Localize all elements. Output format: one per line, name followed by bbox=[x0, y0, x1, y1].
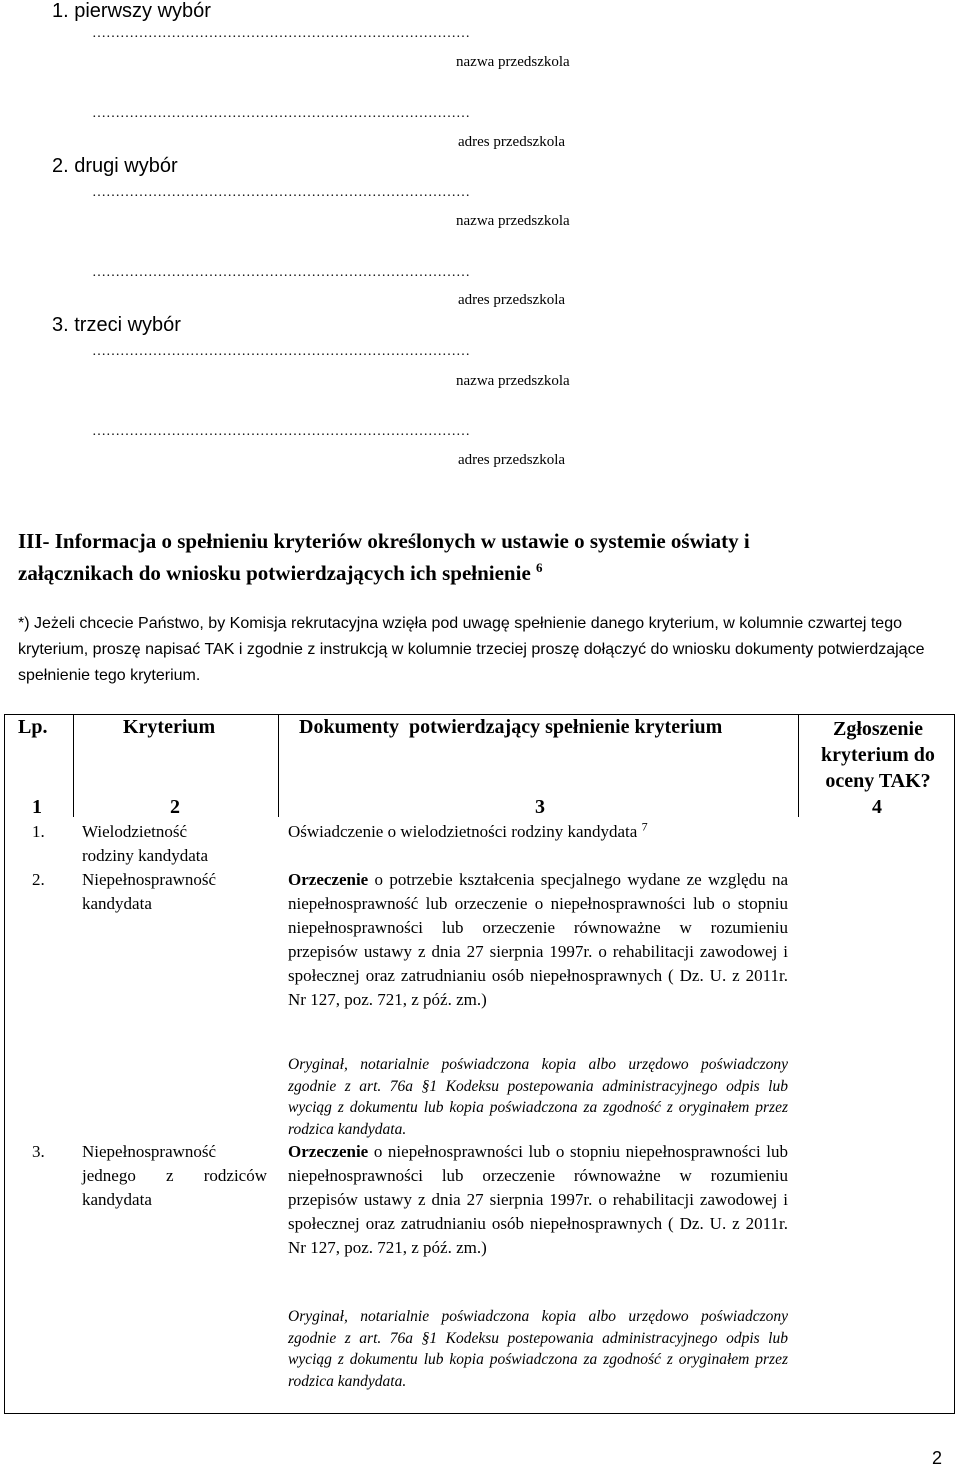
instruction-note: *) Jeżeli chcecie Państwo, by Komisja rekrutacyjna wzięła pod uwagę spełnienie danego kryterium, w kolumnie czwartej tego kryterium, proszę napisać TAK i zgodnie z instrukcją w kolumnie trzeciej proszę dołączyć do wniosku dokumenty potwierdzające spełnienie tego kryterium. bbox=[18, 615, 925, 684]
choice-3-name-caption: nazwa przedszkola bbox=[456, 373, 570, 389]
row-2-lp: 2. bbox=[32, 870, 45, 889]
choice-3-address-dots: ……………………………………………………………………… bbox=[92, 424, 470, 439]
table-divider-1 bbox=[73, 714, 74, 817]
row-1-lp: 1. bbox=[32, 822, 45, 841]
choice-1-label: 1. pierwszy wybór bbox=[52, 0, 211, 22]
col-number-2: 2 bbox=[170, 796, 180, 818]
col-number-1: 1 bbox=[32, 796, 42, 818]
row-2-criterion: Niepełnosprawność kandydata bbox=[82, 870, 217, 913]
col-number-4: 4 bbox=[872, 796, 882, 818]
choice-3-address-caption: adres przedszkola bbox=[458, 452, 566, 468]
row-1-documents: Oświadczenie o wielodzietności rodziny kandydata $^7$ bbox=[288, 819, 648, 841]
choice-1-address-caption: adres przedszkola bbox=[458, 134, 566, 150]
table-divider-3 bbox=[798, 714, 799, 817]
row-2-documents: Orzeczenie o potrzebie kształcenia specjalnego wydane ze względu na niepełnosprawność lub orzeczenie o niepełnosprawności lub o stopniu niepełnosprawności lub orzeczenie równoważne w rozumieniu przepisów ustawy z dnia 27 sierpnia 1997r. o rehabilitacji zawodowej i społecznej oraz zatrudnianiu osób niepełnosprawnych ( Dz. U. z 2011r. Nr 127, poz. 721, z póź. zm.) bbox=[288, 870, 788, 1009]
section-heading-line-1: III- Informacja o spełnieniu kryteriów określonych w ustawie o systemie oświaty i bbox=[18, 529, 750, 553]
choice-2-name-dots: ……………………………………………………………………… bbox=[92, 185, 470, 200]
choice-2-address-caption: adres przedszkola bbox=[458, 292, 566, 308]
row-3-lp: 3. bbox=[32, 1142, 45, 1161]
choice-1-name-caption: nazwa przedszkola bbox=[456, 54, 570, 70]
choice-1-address-dots: ……………………………………………………………………… bbox=[92, 106, 470, 121]
row-3-criterion: Niepełnosprawność jednego z rodziców kandydata bbox=[82, 1142, 267, 1209]
choice-1-name-dots: ……………………………………………………………………… bbox=[92, 26, 470, 41]
choice-3-name-dots: ……………………………………………………………………… bbox=[92, 344, 470, 359]
col-number-3: 3 bbox=[535, 796, 545, 818]
choice-2-name-caption: nazwa przedszkola bbox=[456, 213, 570, 229]
row-1-footnote-ref: 7 bbox=[641, 819, 648, 834]
header-lp: Lp. bbox=[18, 716, 48, 738]
row-2-document-note: Oryginał, notarialnie poświadczona kopia albo urzędowo poświadczony zgodnie z art. 76a §1 Kodeksu postepowania administracyjnego odpis lub wyciąg z dokumentu lub kopia poświadczona za zgodność z oryginałem przez rodzica kandydata. bbox=[288, 1056, 788, 1138]
row-3-document-note: Oryginał, notarialnie poświadczona kopia albo urzędowo poświadczony zgodnie z art. 76a §1 Kodeksu postepowania administracyjnego odpis lub wyciąg z dokumentu lub kopia poświadczona za zgodność z oryginałem przez rodzica kandydata. bbox=[288, 1308, 788, 1390]
row-3-document-type: Orzeczenie bbox=[288, 1142, 369, 1161]
choice-2-address-dots: ……………………………………………………………………… bbox=[92, 265, 470, 280]
row-2-document-type: Orzeczenie bbox=[288, 870, 369, 889]
row-3-documents: Orzeczenie o niepełnosprawności lub o stopniu niepełnosprawności lub niepełnosprawności lub orzeczenie równoważne w rozumieniu przepisów ustawy z dnia 27 sierpnia 1997r. o rehabilitacji zawodowej i społecznej oraz zatrudnianiu osób niepełnosprawnych ( Dz. U. z 2011r. Nr 127, poz. 721, z póź. zm.) bbox=[288, 1142, 788, 1257]
header-criterion: Kryterium bbox=[123, 716, 216, 738]
header-declaration: Zgłoszenie kryterium do oceny TAK? bbox=[821, 718, 935, 792]
choice-2-label: 2. drugi wybór bbox=[52, 155, 178, 177]
row-1-criterion: Wielodzietność rodziny kandydata bbox=[82, 822, 209, 865]
choice-3-label: 3. trzeci wybór bbox=[52, 314, 181, 336]
page-number: 2 bbox=[931, 1448, 942, 1468]
section-heading-line-2: załącznikach do wniosku potwierdzających ich spełnienie $^6$ bbox=[18, 560, 543, 585]
heading-footnote-ref: 6 bbox=[536, 560, 543, 575]
table-divider-2 bbox=[278, 714, 279, 817]
header-documents: Dokumenty potwierdzający spełnienie kryterium bbox=[299, 716, 723, 738]
